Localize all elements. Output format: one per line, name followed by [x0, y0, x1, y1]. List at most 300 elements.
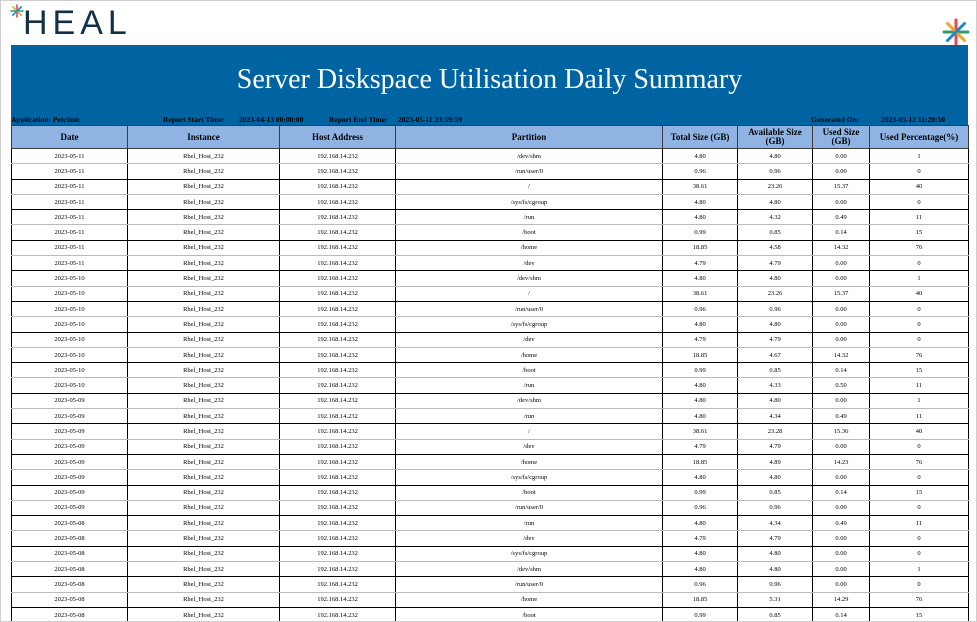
cell-used-size: 0.14	[813, 225, 870, 240]
cell-date: 2023-05-10	[12, 378, 128, 393]
start-time-value: 2023-04-13 00:00:00	[239, 115, 304, 124]
cell-used-size: 0.49	[813, 409, 870, 424]
table-row	[12, 607, 969, 622]
cell-partition: /run/user/0	[396, 301, 663, 316]
cell-instance: Rhel_Host_232	[128, 149, 280, 164]
cell-available-size: 4.80	[738, 470, 813, 485]
cell-used-percentage: 11	[870, 210, 969, 225]
cell-used-size: 0.00	[813, 470, 870, 485]
cell-total-size: 4.80	[663, 546, 738, 561]
cell-date: 2023-05-10	[12, 301, 128, 316]
column-header: Total Size (GB)	[663, 126, 738, 149]
cell-partition: /run/user/0	[396, 577, 663, 592]
generated-on-label: Generated On:	[811, 115, 860, 124]
cell-used-percentage: 1	[870, 149, 969, 164]
cell-instance: Rhel_Host_232	[128, 347, 280, 362]
cell-date: 2023-05-09	[12, 409, 128, 424]
cell-total-size: 4.80	[663, 516, 738, 531]
cell-date: 2023-05-08	[12, 562, 128, 577]
cell-host-address: 192.168.14.232	[280, 409, 396, 424]
cell-instance: Rhel_Host_232	[128, 516, 280, 531]
cell-available-size: 4.80	[738, 562, 813, 577]
cell-instance: Rhel_Host_232	[128, 500, 280, 515]
table-body	[12, 149, 969, 622]
cell-used-size: 0.49	[813, 210, 870, 225]
cell-instance: Rhel_Host_232	[128, 470, 280, 485]
cell-used-percentage: 15	[870, 485, 969, 500]
cell-used-size: 0.00	[813, 531, 870, 546]
cell-date: 2023-05-09	[12, 424, 128, 439]
cell-used-size: 14.32	[813, 347, 870, 362]
cell-used-size: 0.00	[813, 164, 870, 179]
cell-partition: /sys/fs/cgroup	[396, 470, 663, 485]
cell-available-size: 4.67	[738, 347, 813, 362]
cell-total-size: 18.85	[663, 240, 738, 255]
table-row	[12, 225, 969, 240]
cell-host-address: 192.168.14.232	[280, 332, 396, 347]
cell-used-size: 0.14	[813, 607, 870, 622]
cell-instance: Rhel_Host_232	[128, 592, 280, 607]
table-row	[12, 562, 969, 577]
cell-available-size: 4.79	[738, 531, 813, 546]
cell-total-size: 4.79	[663, 439, 738, 454]
column-header: Date	[12, 126, 128, 149]
cell-date: 2023-05-08	[12, 531, 128, 546]
cell-host-address: 192.168.14.232	[280, 592, 396, 607]
cell-used-size: 15.37	[813, 286, 870, 301]
cell-used-size: 14.23	[813, 454, 870, 469]
table-row	[12, 347, 969, 362]
cell-available-size: 4.80	[738, 393, 813, 408]
cell-host-address: 192.168.14.232	[280, 562, 396, 577]
cell-available-size: 4.80	[738, 271, 813, 286]
cell-host-address: 192.168.14.232	[280, 470, 396, 485]
table-row	[12, 516, 969, 531]
cell-used-size: 15.37	[813, 179, 870, 194]
table-row	[12, 470, 969, 485]
table-row	[12, 317, 969, 332]
cell-date: 2023-05-11	[12, 194, 128, 209]
cell-host-address: 192.168.14.232	[280, 347, 396, 362]
table-row	[12, 256, 969, 271]
cell-used-percentage: 0	[870, 332, 969, 347]
cell-partition: /run	[396, 378, 663, 393]
table-row	[12, 485, 969, 500]
cell-total-size: 18.85	[663, 454, 738, 469]
column-header: Used Size (GB)	[813, 126, 870, 149]
cell-available-size: 4.79	[738, 256, 813, 271]
cell-host-address: 192.168.14.232	[280, 164, 396, 179]
cell-used-percentage: 15	[870, 225, 969, 240]
cell-instance: Rhel_Host_232	[128, 256, 280, 271]
cell-used-percentage: 0	[870, 546, 969, 561]
cell-instance: Rhel_Host_232	[128, 546, 280, 561]
cell-available-size: 5.31	[738, 592, 813, 607]
cell-instance: Rhel_Host_232	[128, 485, 280, 500]
cell-host-address: 192.168.14.232	[280, 149, 396, 164]
cell-partition: /run	[396, 409, 663, 424]
cell-available-size: 0.85	[738, 485, 813, 500]
cell-instance: Rhel_Host_232	[128, 607, 280, 622]
report-title: Server Diskspace Utilisation Daily Summary	[236, 63, 743, 95]
cell-date: 2023-05-09	[12, 470, 128, 485]
cell-instance: Rhel_Host_232	[128, 210, 280, 225]
cell-available-size: 0.85	[738, 607, 813, 622]
cell-date: 2023-05-09	[12, 500, 128, 515]
cell-total-size: 0.96	[663, 164, 738, 179]
cell-total-size: 4.80	[663, 149, 738, 164]
cell-partition: /dev/shm	[396, 271, 663, 286]
cell-host-address: 192.168.14.232	[280, 363, 396, 378]
table-row	[12, 454, 969, 469]
cell-available-size: 23.28	[738, 424, 813, 439]
start-time-label: Report Start Time:	[163, 115, 225, 124]
cell-instance: Rhel_Host_232	[128, 378, 280, 393]
cell-host-address: 192.168.14.232	[280, 500, 396, 515]
cell-instance: Rhel_Host_232	[128, 562, 280, 577]
cell-used-percentage: 11	[870, 378, 969, 393]
cell-date: 2023-05-08	[12, 577, 128, 592]
cell-partition: /dev	[396, 439, 663, 454]
cell-available-size: 4.58	[738, 240, 813, 255]
cell-used-percentage: 11	[870, 516, 969, 531]
table-row	[12, 577, 969, 592]
cell-used-size: 0.00	[813, 194, 870, 209]
cell-total-size: 0.96	[663, 500, 738, 515]
cell-used-percentage: 1	[870, 393, 969, 408]
cell-host-address: 192.168.14.232	[280, 454, 396, 469]
cell-used-percentage: 40	[870, 424, 969, 439]
cell-partition: /dev/shm	[396, 562, 663, 577]
cell-used-percentage: 76	[870, 347, 969, 362]
cell-available-size: 4.80	[738, 317, 813, 332]
cell-instance: Rhel_Host_232	[128, 194, 280, 209]
cell-total-size: 4.80	[663, 393, 738, 408]
cell-instance: Rhel_Host_232	[128, 424, 280, 439]
cell-total-size: 0.99	[663, 607, 738, 622]
cell-host-address: 192.168.14.232	[280, 256, 396, 271]
cell-host-address: 192.168.14.232	[280, 240, 396, 255]
cell-instance: Rhel_Host_232	[128, 363, 280, 378]
cell-partition: /	[396, 179, 663, 194]
cell-total-size: 4.80	[663, 562, 738, 577]
cell-available-size: 4.89	[738, 454, 813, 469]
cell-instance: Rhel_Host_232	[128, 393, 280, 408]
end-time-label: Report End Time:	[329, 115, 388, 124]
cell-partition: /boot	[396, 363, 663, 378]
cell-available-size: 0.96	[738, 301, 813, 316]
table-row	[12, 286, 969, 301]
cell-total-size: 0.96	[663, 577, 738, 592]
cell-used-size: 15.36	[813, 424, 870, 439]
cell-date: 2023-05-08	[12, 592, 128, 607]
table-row	[12, 301, 969, 316]
cell-available-size: 4.80	[738, 194, 813, 209]
cell-total-size: 0.99	[663, 485, 738, 500]
cell-host-address: 192.168.14.232	[280, 317, 396, 332]
table-row	[12, 439, 969, 454]
diskspace-table	[11, 125, 969, 622]
cell-available-size: 0.85	[738, 363, 813, 378]
cell-host-address: 192.168.14.232	[280, 210, 396, 225]
column-header: Used Percentage(%)	[870, 126, 969, 149]
table-row	[12, 424, 969, 439]
cell-date: 2023-05-11	[12, 240, 128, 255]
cell-used-size: 0.00	[813, 332, 870, 347]
cell-available-size: 23.26	[738, 179, 813, 194]
cell-used-size: 0.00	[813, 562, 870, 577]
cell-used-percentage: 0	[870, 194, 969, 209]
report-meta-bar	[11, 114, 968, 125]
cell-partition: /home	[396, 240, 663, 255]
cell-partition: /	[396, 286, 663, 301]
cell-host-address: 192.168.14.232	[280, 194, 396, 209]
cell-host-address: 192.168.14.232	[280, 271, 396, 286]
cell-instance: Rhel_Host_232	[128, 240, 280, 255]
cell-available-size: 4.79	[738, 332, 813, 347]
generated-on-value: 2023-05-12 11:20:50	[881, 115, 945, 124]
cell-total-size: 4.80	[663, 317, 738, 332]
cell-partition: /boot	[396, 607, 663, 622]
cell-instance: Rhel_Host_232	[128, 439, 280, 454]
cell-host-address: 192.168.14.232	[280, 607, 396, 622]
cell-available-size: 4.80	[738, 546, 813, 561]
cell-date: 2023-05-11	[12, 164, 128, 179]
cell-used-size: 0.00	[813, 500, 870, 515]
cell-host-address: 192.168.14.232	[280, 286, 396, 301]
cell-total-size: 18.85	[663, 592, 738, 607]
cell-date: 2023-05-08	[12, 546, 128, 561]
cell-used-size: 0.00	[813, 577, 870, 592]
cell-partition: /sys/fs/cgroup	[396, 317, 663, 332]
cell-date: 2023-05-10	[12, 286, 128, 301]
cell-total-size: 4.80	[663, 194, 738, 209]
cell-total-size: 4.80	[663, 409, 738, 424]
cell-host-address: 192.168.14.232	[280, 378, 396, 393]
cell-instance: Rhel_Host_232	[128, 577, 280, 592]
cell-host-address: 192.168.14.232	[280, 577, 396, 592]
cell-partition: /dev/shm	[396, 149, 663, 164]
cell-partition: /run	[396, 210, 663, 225]
cell-used-size: 0.00	[813, 546, 870, 561]
cell-date: 2023-05-10	[12, 363, 128, 378]
cell-used-percentage: 76	[870, 454, 969, 469]
cell-used-size: 0.00	[813, 317, 870, 332]
cell-partition: /	[396, 424, 663, 439]
table-row	[12, 240, 969, 255]
cell-date: 2023-05-11	[12, 210, 128, 225]
cell-available-size: 0.96	[738, 164, 813, 179]
cell-date: 2023-05-11	[12, 256, 128, 271]
cell-used-size: 0.00	[813, 271, 870, 286]
cell-instance: Rhel_Host_232	[128, 286, 280, 301]
cell-date: 2023-05-10	[12, 347, 128, 362]
cell-used-percentage: 40	[870, 286, 969, 301]
cell-used-percentage: 76	[870, 592, 969, 607]
cell-instance: Rhel_Host_232	[128, 454, 280, 469]
cell-total-size: 38.61	[663, 286, 738, 301]
cell-total-size: 4.79	[663, 531, 738, 546]
cell-used-percentage: 0	[870, 500, 969, 515]
cell-used-size: 14.32	[813, 240, 870, 255]
cell-used-percentage: 15	[870, 607, 969, 622]
cell-used-size: 0.14	[813, 363, 870, 378]
table-row	[12, 164, 969, 179]
cell-partition: /dev	[396, 256, 663, 271]
cell-host-address: 192.168.14.232	[280, 179, 396, 194]
cell-used-percentage: 0	[870, 470, 969, 485]
cell-used-percentage: 0	[870, 256, 969, 271]
cell-host-address: 192.168.14.232	[280, 439, 396, 454]
cell-instance: Rhel_Host_232	[128, 409, 280, 424]
cell-available-size: 4.34	[738, 516, 813, 531]
cell-partition: /run/user/0	[396, 164, 663, 179]
cell-total-size: 4.79	[663, 256, 738, 271]
cell-host-address: 192.168.14.232	[280, 301, 396, 316]
cell-host-address: 192.168.14.232	[280, 225, 396, 240]
cell-date: 2023-05-09	[12, 454, 128, 469]
table-row	[12, 500, 969, 515]
cell-total-size: 0.99	[663, 225, 738, 240]
cell-date: 2023-05-10	[12, 332, 128, 347]
logo-star-icon	[10, 4, 24, 18]
cell-used-percentage: 0	[870, 531, 969, 546]
cell-total-size: 4.80	[663, 470, 738, 485]
cell-date: 2023-05-10	[12, 317, 128, 332]
cell-used-percentage: 1	[870, 271, 969, 286]
cell-date: 2023-05-08	[12, 607, 128, 622]
table-row	[12, 271, 969, 286]
table-row	[12, 194, 969, 209]
cell-used-size: 14.29	[813, 592, 870, 607]
cell-total-size: 38.61	[663, 179, 738, 194]
cell-instance: Rhel_Host_232	[128, 531, 280, 546]
cell-date: 2023-05-11	[12, 225, 128, 240]
cell-used-size: 0.00	[813, 149, 870, 164]
table-row	[12, 363, 969, 378]
cell-available-size: 4.79	[738, 439, 813, 454]
cell-available-size: 4.80	[738, 149, 813, 164]
cell-available-size: 4.33	[738, 378, 813, 393]
heal-logo	[11, 5, 132, 41]
cell-used-size: 0.00	[813, 393, 870, 408]
table-header-row	[12, 126, 969, 149]
cell-partition: /home	[396, 347, 663, 362]
cell-instance: Rhel_Host_232	[128, 164, 280, 179]
cell-used-percentage: 1	[870, 562, 969, 577]
cell-used-size: 0.00	[813, 439, 870, 454]
end-time-value: 2023-05-11 23:59:59	[398, 115, 462, 124]
table-row	[12, 149, 969, 164]
cell-used-percentage: 0	[870, 164, 969, 179]
cell-used-size: 0.00	[813, 301, 870, 316]
cell-available-size: 4.34	[738, 409, 813, 424]
cell-available-size: 0.96	[738, 577, 813, 592]
cell-instance: Rhel_Host_232	[128, 301, 280, 316]
cell-used-percentage: 15	[870, 363, 969, 378]
cell-partition: /boot	[396, 485, 663, 500]
cell-total-size: 0.96	[663, 301, 738, 316]
cell-date: 2023-05-09	[12, 393, 128, 408]
cell-total-size: 4.80	[663, 210, 738, 225]
cell-partition: /home	[396, 592, 663, 607]
table-row	[12, 531, 969, 546]
cell-available-size: 0.85	[738, 225, 813, 240]
cell-total-size: 18.85	[663, 347, 738, 362]
cell-host-address: 192.168.14.232	[280, 485, 396, 500]
logo-wordmark: HEAL	[23, 4, 132, 42]
cell-available-size: 4.32	[738, 210, 813, 225]
cell-date: 2023-05-11	[12, 179, 128, 194]
cell-partition: /run/user/0	[396, 500, 663, 515]
cell-total-size: 38.61	[663, 424, 738, 439]
cell-available-size: 0.96	[738, 500, 813, 515]
cell-date: 2023-05-09	[12, 485, 128, 500]
cell-instance: Rhel_Host_232	[128, 225, 280, 240]
cell-total-size: 4.80	[663, 378, 738, 393]
cell-instance: Rhel_Host_232	[128, 317, 280, 332]
cell-host-address: 192.168.14.232	[280, 531, 396, 546]
cell-partition: /sys/fs/cgroup	[396, 546, 663, 561]
column-header: Available Size (GB)	[738, 126, 813, 149]
cell-total-size: 0.99	[663, 363, 738, 378]
cell-instance: Rhel_Host_232	[128, 271, 280, 286]
cell-available-size: 23.26	[738, 286, 813, 301]
cell-used-percentage: 0	[870, 317, 969, 332]
cell-instance: Rhel_Host_232	[128, 332, 280, 347]
table-row	[12, 378, 969, 393]
cell-used-size: 0.14	[813, 485, 870, 500]
cell-partition: /dev/shm	[396, 393, 663, 408]
cell-host-address: 192.168.14.232	[280, 546, 396, 561]
cell-partition: /boot	[396, 225, 663, 240]
column-header: Host Address	[280, 126, 396, 149]
cell-used-size: 0.49	[813, 516, 870, 531]
table-row	[12, 332, 969, 347]
cell-used-percentage: 0	[870, 301, 969, 316]
cell-host-address: 192.168.14.232	[280, 424, 396, 439]
cell-used-percentage: 0	[870, 439, 969, 454]
cell-used-percentage: 11	[870, 409, 969, 424]
table-row	[12, 179, 969, 194]
table-row	[12, 546, 969, 561]
cell-used-percentage: 0	[870, 577, 969, 592]
table-row	[12, 393, 969, 408]
cell-partition: /home	[396, 454, 663, 469]
cell-used-percentage: 40	[870, 179, 969, 194]
cell-host-address: 192.168.14.232	[280, 516, 396, 531]
cell-partition: /run	[396, 516, 663, 531]
cell-used-percentage: 76	[870, 240, 969, 255]
brand-star-icon	[942, 18, 970, 46]
cell-partition: /dev	[396, 531, 663, 546]
cell-date: 2023-05-10	[12, 271, 128, 286]
cell-host-address: 192.168.14.232	[280, 393, 396, 408]
cell-instance: Rhel_Host_232	[128, 179, 280, 194]
table-row	[12, 592, 969, 607]
column-header: Partition	[396, 126, 663, 149]
cell-total-size: 4.79	[663, 332, 738, 347]
cell-partition: /sys/fs/cgroup	[396, 194, 663, 209]
cell-date: 2023-05-08	[12, 516, 128, 531]
column-header: Instance	[128, 126, 280, 149]
cell-used-size: 0.50	[813, 378, 870, 393]
application-label: Application: Petclinic	[11, 115, 81, 124]
cell-total-size: 4.80	[663, 271, 738, 286]
cell-partition: /dev	[396, 332, 663, 347]
cell-date: 2023-05-09	[12, 439, 128, 454]
cell-used-size: 0.00	[813, 256, 870, 271]
